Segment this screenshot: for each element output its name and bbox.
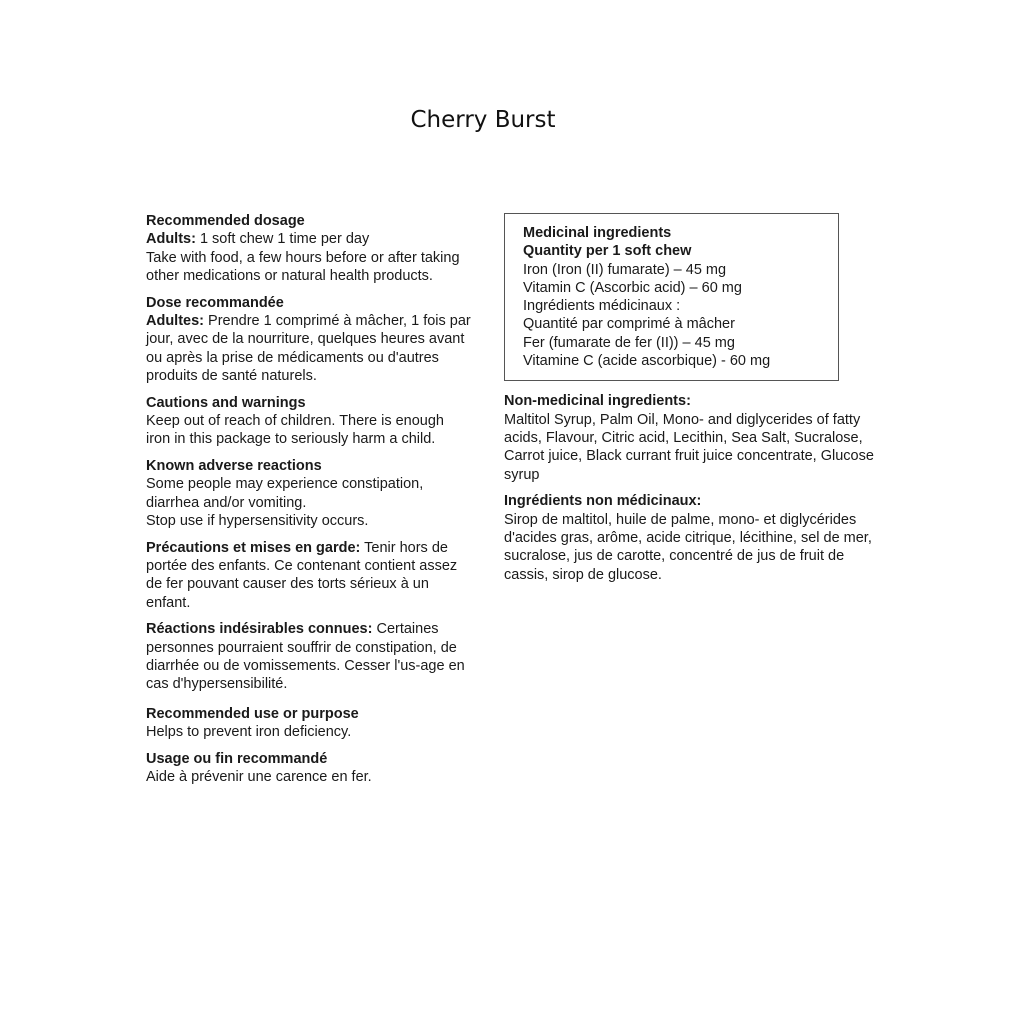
reactions-fr-text: Certaines personnes pourraient souffrir de constipation, de diarrhée ou de vomissements. Cesser l'us-age en cas d'hypersensibilité. [146, 621, 465, 693]
use-fr-section [146, 750, 471, 787]
dosage-heading: Recommended dosage [146, 213, 305, 229]
precautions-fr-text: Tenir hors de portée des enfants. Ce contenant contient assez de fer pouvant causer des torts sérieux à un enfant. [146, 539, 458, 611]
reactions-fr-section [146, 620, 471, 693]
recommended-dosage-section [146, 212, 471, 285]
medicinal-item: Vitamine C (acide ascorbique) - 60 mg [523, 353, 771, 370]
dose-fr-adults-line [146, 312, 471, 385]
dosage-adults-text: 1 soft chew 1 time per day [195, 231, 370, 248]
medicinal-item: Fer (fumarate de fer (II)) – 45 mg [523, 334, 735, 351]
use-text: Helps to prevent iron deficiency. [146, 723, 352, 740]
use-fr-heading: Usage ou fin recommandé [146, 750, 328, 767]
cautions-text: Keep out of reach of children. There is enough iron in this package to seriously harm a child. [146, 412, 444, 448]
adverse-reactions-section [146, 457, 471, 530]
adverse-text-1: Some people may experience constipation, diarrhea and/or vomiting. [146, 476, 424, 511]
dose-fr-section [146, 294, 471, 385]
non-medicinal-fr-text: Sirop de maltitol, huile de palme, mono- et diglycérides d'acides gras, arôme, acide citrique, lécithine, sel de mer, sucralose, jus de carotte, concentré de jus de fruit de cassis, sirop de glucose. [504, 511, 872, 583]
right-column [504, 213, 884, 592]
non-medicinal-fr-section [504, 492, 884, 583]
adverse-text-2: Stop use if hypersensitivity occurs. [146, 512, 369, 529]
dose-fr-adults-label: Adultes: [146, 312, 204, 329]
non-medicinal-heading: Non-medicinal ingredients: [504, 393, 691, 410]
use-fr-text: Aide à prévenir une carence en fer. [146, 769, 372, 786]
product-title: Cherry Burst [410, 107, 556, 133]
adverse-heading: Known adverse reactions [146, 458, 322, 475]
cautions-heading: Cautions and warnings [146, 394, 306, 411]
non-medicinal-text: Maltitol Syrup, Palm Oil, Mono- and diglycerides of fatty acids, Flavour, Citric acid, Lecithin, Sea Salt, Sucralose, Carrot juice, Black currant fruit juice concentrate, Glucose syrup [504, 411, 874, 483]
medicinal-item: Iron (Iron (II) fumarate) – 45 mg [523, 261, 727, 278]
left-column [146, 212, 471, 795]
precautions-fr-paragraph [146, 539, 471, 612]
precautions-fr-label: Précautions et mises en garde: [146, 539, 361, 556]
medicinal-item: Vitamin C (Ascorbic acid) – 60 mg [523, 279, 742, 296]
medicinal-ingredients-box [504, 213, 839, 381]
precautions-fr-section [146, 539, 471, 612]
medicinal-heading: Medicinal ingredients [523, 225, 672, 241]
quantity-heading: Quantity per 1 soft chew [523, 243, 692, 260]
non-medicinal-section [504, 392, 884, 483]
dosage-adults-line [146, 230, 471, 248]
reactions-fr-paragraph [146, 620, 471, 693]
non-medicinal-fr-heading: Ingrédients non médicinaux: [504, 493, 702, 510]
dosage-adults-label: Adults: [146, 231, 196, 248]
dose-fr-heading: Dose recommandée [146, 294, 284, 311]
dose-fr-adults-text: Prendre 1 comprimé à mâcher, 1 fois par jour, avec de la nourriture, quelques heures avant ou après la prise de médicaments ou d'autres produits de santé naturels. [146, 312, 471, 384]
medicinal-item: Ingrédients médicinaux : [523, 298, 681, 315]
recommended-use-section [146, 705, 471, 742]
medicinal-item: Quantité par comprimé à mâcher [523, 316, 735, 333]
dosage-instructions: Take with food, a few hours before or after taking other medications or natural health products. [146, 249, 460, 284]
cautions-section [146, 394, 471, 449]
use-heading: Recommended use or purpose [146, 705, 359, 722]
reactions-fr-label: Réactions indésirables connues: [146, 621, 373, 638]
